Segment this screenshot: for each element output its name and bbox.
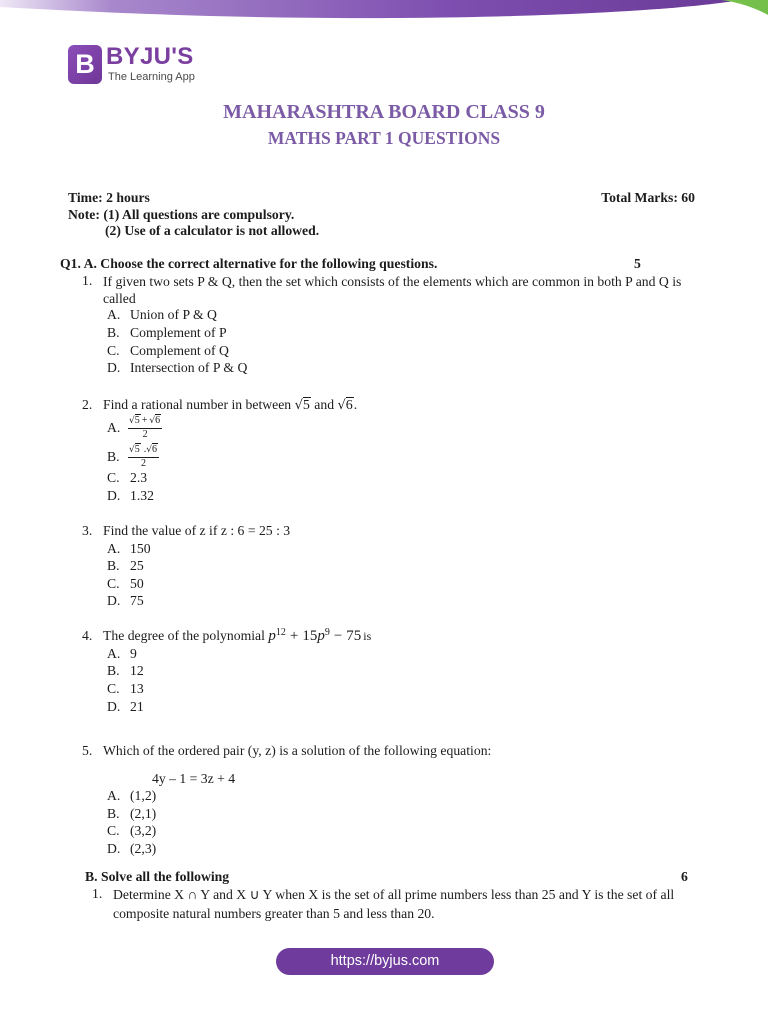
option-letter: C. bbox=[107, 681, 120, 696]
question-text: If given two sets P & Q, then the set which consists of the elements which are common in both P and Q is called bbox=[103, 274, 682, 306]
page-title: MAHARASHTRA BOARD CLASS 9 bbox=[223, 101, 545, 123]
logo-tagline: The Learning App bbox=[108, 71, 195, 83]
option-b bbox=[107, 558, 144, 574]
question-number: 3. bbox=[82, 523, 93, 538]
option-a bbox=[107, 788, 156, 804]
polynomial-operator: + bbox=[289, 628, 299, 644]
option-d bbox=[107, 488, 154, 504]
question-text: Determine X ∩ Y and X ∪ Y when X is the set of all prime numbers less than 25 and Y is the set of all composite natural numbers greater than 5 and less than 20. bbox=[113, 887, 675, 921]
option-b bbox=[107, 325, 227, 341]
square-root bbox=[129, 443, 141, 455]
option-b-fraction bbox=[128, 443, 159, 469]
option-c bbox=[107, 823, 156, 839]
radicand: 6 bbox=[345, 398, 353, 413]
question-text-before: The degree of the polynomial bbox=[103, 628, 265, 643]
question-text-middle: and bbox=[314, 397, 335, 412]
logo-wordmark: BYJU'S bbox=[106, 43, 194, 70]
square-root bbox=[143, 443, 158, 455]
radical-sign: √ bbox=[129, 416, 135, 426]
option-text: 50 bbox=[130, 576, 144, 591]
polynomial-exponent: 9 bbox=[324, 627, 330, 638]
question-text bbox=[103, 397, 357, 413]
option-text: (1,2) bbox=[130, 788, 157, 803]
option-text: Intersection of P & Q bbox=[130, 360, 248, 375]
option-letter: C. bbox=[107, 576, 120, 591]
option-letter: D. bbox=[107, 841, 121, 856]
option-letter: B. bbox=[107, 663, 120, 678]
section-a-heading: Q1. A. Choose the correct alternative for the following questions. bbox=[60, 256, 438, 271]
polynomial-exponent: 12 bbox=[275, 627, 286, 638]
square-root bbox=[129, 414, 141, 426]
question-number: 4. bbox=[82, 628, 93, 643]
option-a bbox=[107, 541, 151, 557]
square-root-6 bbox=[337, 397, 353, 412]
polynomial-constant: 75 bbox=[346, 628, 362, 644]
question-text: Find the value of z if z : 6 = 25 : 3 bbox=[103, 523, 291, 538]
option-letter: A. bbox=[107, 541, 121, 556]
option-d bbox=[107, 699, 144, 715]
option-letter: D. bbox=[107, 593, 121, 608]
radicand: 6 bbox=[152, 444, 157, 455]
radicand: 6 bbox=[155, 415, 161, 426]
option-text: 75 bbox=[130, 593, 144, 608]
option-text: (2,1) bbox=[130, 806, 157, 821]
radicand: 5 bbox=[134, 444, 140, 455]
option-text: 21 bbox=[130, 699, 144, 714]
option-letter: C. bbox=[107, 343, 120, 358]
option-letter: B. bbox=[107, 325, 120, 340]
option-a bbox=[107, 420, 130, 436]
fraction-numerator bbox=[128, 414, 162, 429]
radical-sign: √ bbox=[294, 398, 303, 413]
radical-sign: √ bbox=[337, 398, 346, 413]
question-number: 5. bbox=[82, 743, 93, 758]
option-d bbox=[107, 593, 144, 609]
option-c bbox=[107, 681, 144, 697]
question-text bbox=[103, 628, 371, 644]
fraction-denominator: 2 bbox=[142, 429, 148, 440]
option-text: 2.3 bbox=[130, 470, 148, 485]
byjus-b-logo-icon: B bbox=[68, 45, 102, 84]
option-letter: C. bbox=[107, 823, 120, 838]
question-text-before: Find a rational number in between bbox=[103, 397, 292, 412]
fraction-operator: . bbox=[143, 444, 147, 455]
radical-sign: √ bbox=[129, 445, 135, 455]
option-letter: C. bbox=[107, 470, 120, 485]
option-text: 1.32 bbox=[130, 488, 154, 503]
option-b bbox=[107, 663, 144, 679]
section-b-marks: 6 bbox=[681, 869, 688, 884]
website-link[interactable]: https://byjus.com bbox=[276, 948, 494, 975]
option-text: 9 bbox=[130, 646, 137, 661]
option-text: 13 bbox=[130, 681, 144, 696]
option-a-fraction bbox=[128, 414, 162, 440]
option-letter: A. bbox=[107, 646, 121, 661]
option-letter: B. bbox=[107, 558, 120, 573]
polynomial-variable: p bbox=[268, 628, 276, 644]
page-subtitle: MATHS PART 1 QUESTIONS bbox=[267, 128, 501, 148]
question-text-after: is bbox=[363, 629, 372, 643]
option-text: (2,3) bbox=[130, 841, 157, 856]
question-text: Which of the ordered pair (y, z) is a solution of the following equation: bbox=[103, 743, 492, 758]
option-text: 12 bbox=[130, 663, 144, 678]
option-letter: D. bbox=[107, 360, 121, 375]
option-text: 25 bbox=[130, 558, 144, 573]
exam-note-2: (2) Use of a calculator is not allowed. bbox=[105, 223, 320, 238]
equation: 4y – 1 = 3z + 4 bbox=[152, 771, 236, 786]
option-text: Complement of P bbox=[130, 325, 227, 340]
option-a bbox=[107, 646, 137, 662]
question-number: 1. bbox=[92, 886, 103, 901]
square-root-5 bbox=[295, 397, 311, 412]
radical-sign: √ bbox=[146, 445, 152, 455]
option-text: 150 bbox=[130, 541, 151, 556]
section-b-heading: B. Solve all the following bbox=[85, 869, 230, 884]
radicand: 5 bbox=[302, 398, 310, 413]
question-number: 2. bbox=[82, 397, 93, 412]
polynomial-expression bbox=[268, 628, 361, 644]
polynomial-operator: − bbox=[333, 628, 343, 644]
option-d bbox=[107, 841, 156, 857]
exam-time: Time: 2 hours bbox=[68, 190, 150, 205]
section-a-marks: 5 bbox=[634, 256, 641, 271]
exam-total-marks: Total Marks: 60 bbox=[601, 190, 695, 205]
radical-sign: √ bbox=[149, 416, 156, 426]
option-letter: A. bbox=[107, 420, 121, 435]
option-text: Union of P & Q bbox=[130, 307, 217, 322]
radicand: 5 bbox=[134, 415, 140, 426]
option-letter: D. bbox=[107, 699, 121, 714]
exam-note-1: Note: (1) All questions are compulsory. bbox=[68, 207, 295, 222]
option-d bbox=[107, 360, 247, 376]
fraction-numerator bbox=[128, 443, 159, 458]
polynomial-variable: p bbox=[317, 628, 325, 644]
option-text: Complement of Q bbox=[130, 343, 229, 358]
option-letter: A. bbox=[107, 307, 121, 322]
fraction-denominator: 2 bbox=[141, 458, 146, 469]
option-b bbox=[107, 806, 156, 822]
option-text: (3,2) bbox=[130, 823, 157, 838]
question-text-after: . bbox=[353, 397, 358, 412]
option-letter: D. bbox=[107, 488, 121, 503]
option-b bbox=[107, 449, 130, 465]
question-number: 1. bbox=[82, 273, 93, 288]
option-letter: B. bbox=[107, 449, 120, 464]
option-a bbox=[107, 307, 217, 323]
polynomial-coefficient: 15 bbox=[302, 628, 318, 644]
option-letter: B. bbox=[107, 806, 120, 821]
header-swoosh-decoration bbox=[0, 0, 768, 22]
option-c bbox=[107, 343, 229, 359]
option-letter: A. bbox=[107, 788, 121, 803]
option-c bbox=[107, 470, 147, 486]
fraction-operator: + bbox=[141, 415, 148, 426]
option-c bbox=[107, 576, 144, 592]
square-root bbox=[149, 414, 161, 426]
